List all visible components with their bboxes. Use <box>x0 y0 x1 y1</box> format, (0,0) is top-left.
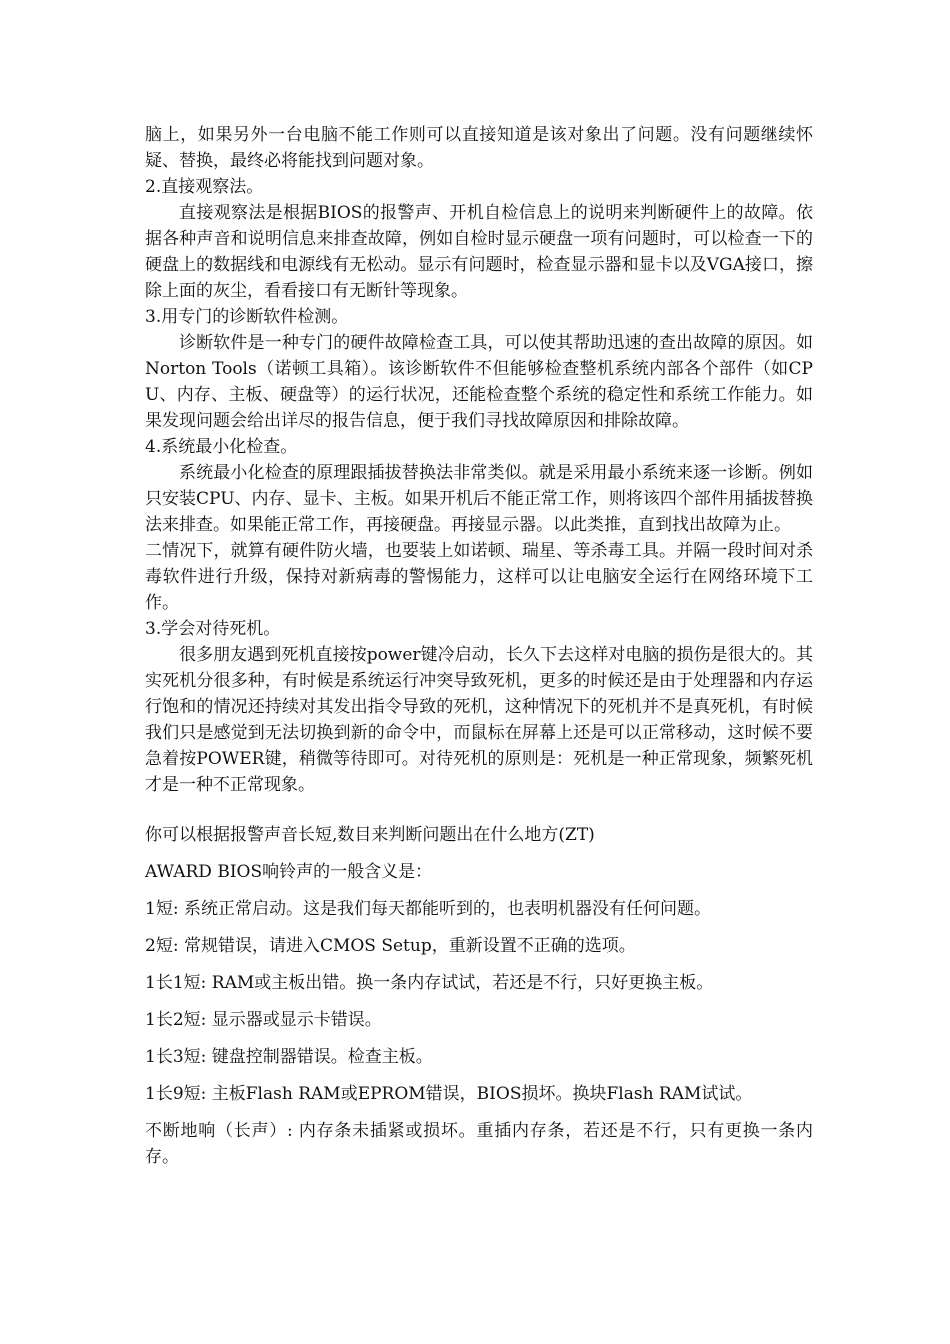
paragraph-direct-observation: 直接观察法是根据BIOS的报警声、开机自检信息上的说明来判断硬件上的故障。依据各种声音和说明信息来排查故障，例如自检时显示硬盘一项有问题时，可以检查一下的硬盘上的数据线和电源线有无松动。显示有问题时，检查显示器和显卡以及VGA接口，擦除上面的灰尘，看看接口有无断针等现象。 <box>145 203 813 301</box>
paragraph-antivirus: 二情况下，就算有硬件防火墙，也要装上如诺顿、瑞星、等杀毒工具。并隔一段时间对杀毒软件进行升级，保持对新病毒的警惕能力，这样可以让电脑安全运行在网络环境下工作。 <box>145 541 813 613</box>
beep-item-1-long-1-short: 1长1短: RAM或主板出错。换一条内存试试，若还是不行，只好更换主板。 <box>145 973 714 993</box>
beep-item-1-long-9-short: 1长9短: 主板Flash RAM或EPROM错误，BIOS损坏。换块Flash RAM试试。 <box>145 1084 753 1104</box>
beep-item-1-long-2-short: 1长2短: 显示器或显示卡错误。 <box>145 1010 382 1030</box>
beep-item-2-short: 2短: 常规错误，请进入CMOS Setup，重新设置不正确的选项。 <box>145 936 636 956</box>
heading-minimal-system: 4.系统最小化检查。 <box>145 437 298 457</box>
beep-subtitle: AWARD BIOS响铃声的一般含义是： <box>145 862 433 882</box>
beep-item-1-short: 1短: 系统正常启动。这是我们每天都能听到的，也表明机器没有任何问题。 <box>145 899 711 919</box>
heading-direct-observation: 2.直接观察法。 <box>145 177 264 197</box>
beep-item-continuous: 不断地响（长声）: 内存条未插紧或损坏。重插内存条，若还是不行，只有更换一条内存。 <box>145 1121 813 1167</box>
document-page <box>145 122 813 1170</box>
beep-item-1-long-3-short: 1长3短: 键盘控制器错误。检查主板。 <box>145 1047 433 1067</box>
paragraph-continuation: 脑上，如果另外一台电脑不能工作则可以直接知道是该对象出了问题。没有问题继续怀疑、替换，最终必将能找到问题对象。 <box>145 125 813 171</box>
paragraph-handle-crash: 很多朋友遇到死机直接按power键冷启动，长久下去这样对电脑的损伤是很大的。其实死机分很多种，有时候是系统运行冲突导致死机，更多的时候还是由于处理器和内存运行饱和的情况还持续对其发出指令导致的死机，这种情况下的死机并不是真死机，有时候我们只是感觉到无法切换到新的命令中，而鼠标在屏幕上还是可以正常移动，这时候不要急着按POWER键，稍微等待即可。对待死机的原则是：死机是一种正常现象，频繁死机才是一种不正常现象。 <box>145 645 813 795</box>
paragraph-diagnostic-software: 诊断软件是一种专门的硬件故障检查工具，可以使其帮助迅速的查出故障的原因。如Norton Tools（诺顿工具箱）。该诊断软件不但能够检查整机系统内部各个部件（如CPU、内存、主板、硬盘等）的运行状况，还能检查整个系统的稳定性和系统工作能力。如果发现问题会给出详尽的报告信息，便于我们寻找故障原因和排除故障。 <box>145 333 813 431</box>
heading-diagnostic-software: 3.用专门的诊断软件检测。 <box>145 307 349 327</box>
beep-intro: 你可以根据报警声音长短,数目来判断问题出在什么地方(ZT) <box>145 825 595 845</box>
heading-handle-crash: 3.学会对待死机。 <box>145 619 281 639</box>
paragraph-minimal-system: 系统最小化检查的原理跟插拔替换法非常类似。就是采用最小系统来逐一诊断。例如只安装CPU、内存、显卡、主板。如果开机后不能正常工作，则将该四个部件用插拔替换法来排查。如果能正常工作，再接硬盘。再接显示器。以此类推，直到找出故障为止。 <box>145 463 813 535</box>
